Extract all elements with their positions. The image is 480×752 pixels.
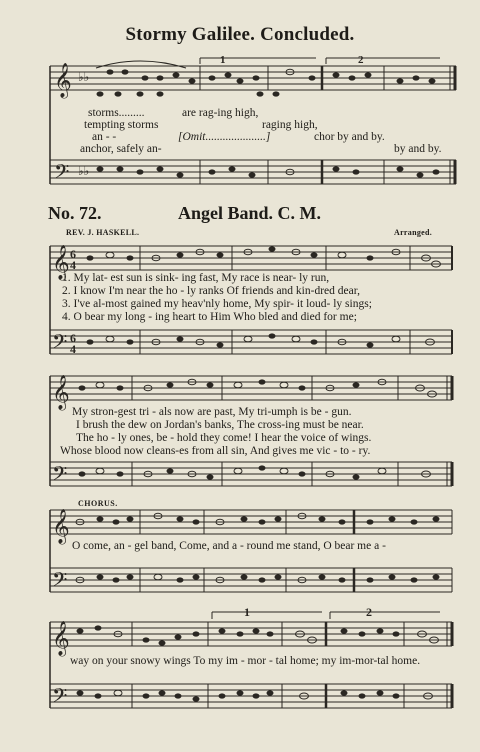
svg-text:𝄢: 𝄢 xyxy=(54,162,70,188)
verse-2-line-2: I brush the dew on Jordan's banks, The cross-ing must be near. xyxy=(76,419,364,431)
verse-4-line-1: 4. O bear my long - ing heart to Him Who bled and died for me; xyxy=(62,311,357,323)
page-title: Stormy Galilee. Concluded. xyxy=(125,24,355,45)
svg-text:2: 2 xyxy=(358,54,364,66)
verse-3-line-2: The ho - ly ones, be - hold they come! I hear the voice of wings. xyxy=(76,432,372,444)
svg-text:1: 1 xyxy=(220,54,226,66)
hymn-author: REV. J. HASKELL. xyxy=(66,228,140,237)
top-system-score xyxy=(0,48,480,198)
verse-2-line-1: 2. I know I'm near the ho - ly ranks Of friends and kin-dred dear, xyxy=(62,285,360,297)
svg-text:6: 6 xyxy=(70,247,76,261)
verse-3-line-1: 3. I've al-most gained my heav'nly home, My spir- it loud- ly sings; xyxy=(62,298,372,310)
chorus-label: CHORUS. xyxy=(78,499,118,508)
top-lyric-2a: tempting storms xyxy=(84,119,159,131)
svg-text:𝄞: 𝄞 xyxy=(52,622,70,655)
top-lyric-3c: chor by and by. xyxy=(314,131,385,143)
verse-4-line-2: Whose blood now cleans-es from all sin, And gives me vic - to - ry. xyxy=(60,445,371,457)
top-lyric-3a: an - - xyxy=(92,131,117,143)
svg-text:𝄞: 𝄞 xyxy=(52,510,70,543)
svg-text:𝄢: 𝄢 xyxy=(52,332,68,358)
chorus-line-2: way on your snowy wings To my im - mor - tal home; my im-mor-tal home. xyxy=(70,655,421,667)
hymn-title: Angel Band. C. M. xyxy=(178,203,322,223)
top-lyric-4a: anchor, safely an- xyxy=(80,143,162,155)
svg-text:𝄢: 𝄢 xyxy=(52,464,68,490)
svg-text:1: 1 xyxy=(244,605,250,619)
top-lyric-3b: [Omit.....................] xyxy=(178,131,271,143)
svg-text:♭♭: ♭♭ xyxy=(78,164,90,178)
svg-text:𝄞: 𝄞 xyxy=(54,64,72,97)
svg-text:𝄞: 𝄞 xyxy=(52,376,70,409)
top-lyric-2b: raging high, xyxy=(262,119,318,131)
top-lyric-1b: are rag-ing high, xyxy=(182,107,259,119)
svg-text:𝄞: 𝄞 xyxy=(52,246,70,279)
svg-text:4: 4 xyxy=(70,258,76,272)
chorus-line-1: O come, an - gel band, Come, and a - round me stand, O bear me a - xyxy=(72,540,386,552)
verse-1-line-1: 1. My lat- est sun is sink- ing fast, My race is near- ly run, xyxy=(62,272,330,284)
svg-text:♭♭: ♭♭ xyxy=(78,70,90,84)
svg-text:2: 2 xyxy=(366,605,372,619)
system-2-score xyxy=(0,366,480,496)
svg-text:4: 4 xyxy=(70,342,76,356)
top-lyric-1a: storms......... xyxy=(88,107,145,119)
hymn-number: No. 72. xyxy=(48,203,102,223)
top-lyric-4b: by and by. xyxy=(394,143,442,155)
svg-text:𝄢: 𝄢 xyxy=(52,570,68,596)
hymn-arranged: Arranged. xyxy=(394,228,433,237)
svg-text:𝄢: 𝄢 xyxy=(52,686,68,712)
verse-1-line-2: My stron-gest tri - als now are past, My tri-umph is be - gun. xyxy=(72,406,352,418)
svg-text:6: 6 xyxy=(70,331,76,345)
system-3-score xyxy=(0,500,480,606)
